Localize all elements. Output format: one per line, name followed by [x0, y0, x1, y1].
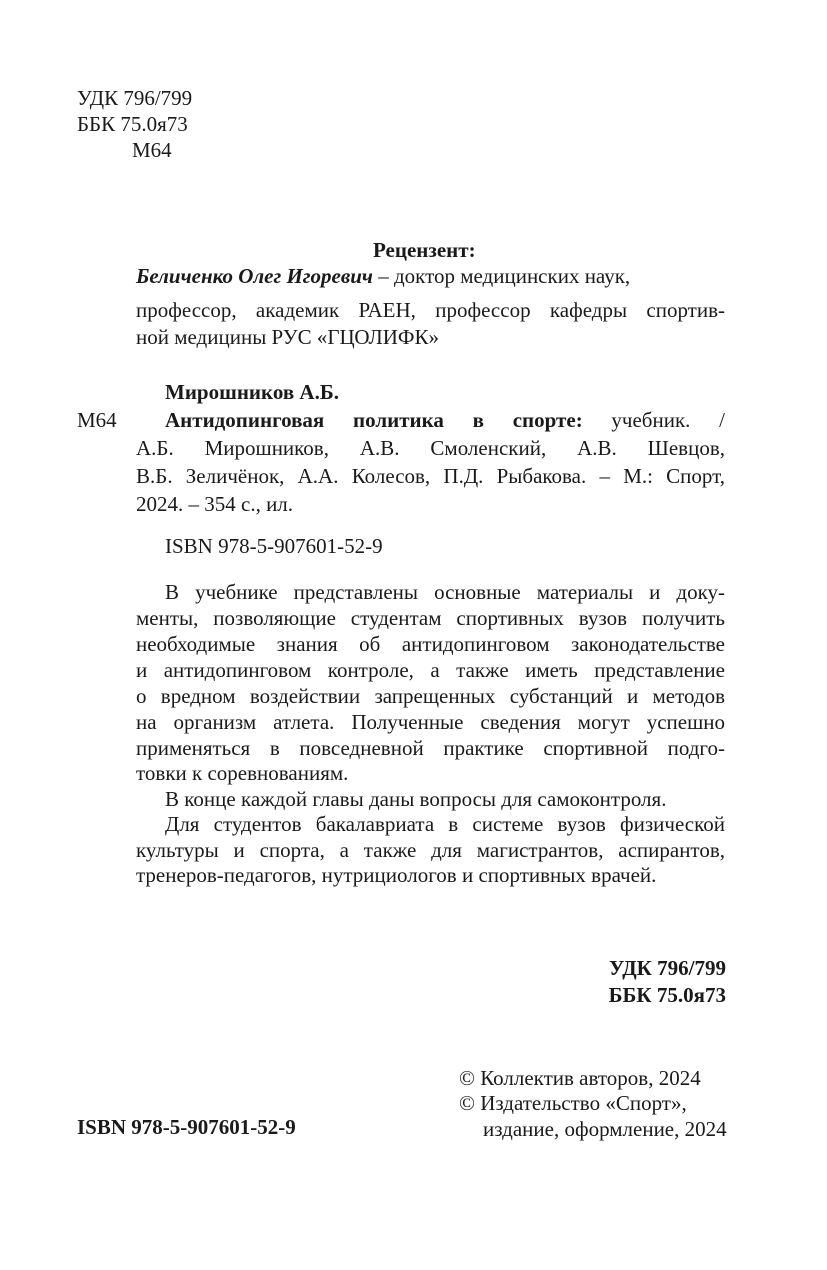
annotation-line: и антидопинговом контроле, а также иметь представление: [136, 658, 725, 682]
reviewer-name: Беличенко Олег Игоревич: [136, 264, 373, 288]
reviewer-line-1: [136, 264, 725, 289]
header-udk: УДК 796/799: [77, 86, 193, 110]
bib-author: Мирошников А.Б.: [165, 380, 339, 404]
reviewer-line-2: профессор, академик РАЕН, профессор кафедры спортив-: [136, 298, 725, 322]
bib-isbn: ISBN 978-5-907601-52-9: [165, 534, 383, 558]
bib-line-1-rest: учебник. /: [582, 408, 725, 432]
bib-line-3: В.Б. Зеличёнок, А.А. Колесов, П.Д. Рыбакова. – М.: Спорт,: [136, 464, 725, 488]
bib-title: Антидопинговая политика в спорте:: [165, 408, 583, 432]
footer-udk: УДК 796/799: [608, 956, 726, 980]
footer-bbk: ББК 75.0я73: [608, 983, 726, 1007]
annotation-line: применяться в повседневной практике спортивной подго-: [136, 736, 725, 760]
bib-line-4: 2024. – 354 с., ил.: [136, 492, 294, 516]
annotation-line: о вредном воздействии запрещенных субстанций и методов: [136, 684, 725, 708]
bib-mark: М64: [77, 408, 117, 432]
annotation-line: В конце каждой главы даны вопросы для самоконтроля.: [165, 787, 667, 811]
copyright-line-3: издание, оформление, 2024: [483, 1117, 727, 1141]
annotation-line: товки к соревнованиям.: [136, 761, 349, 785]
annotation-line: тренеров-педагогов, нутрициологов и спортивных врачей.: [136, 863, 657, 887]
annotation-line: необходимые знания об антидопинговом законодательстве: [136, 632, 725, 656]
annotation-line: на организм атлета. Полученные сведения могут успешно: [136, 710, 725, 734]
header-author-mark: М64: [132, 138, 172, 162]
bib-line-2: А.Б. Мирошников, А.В. Смоленский, А.В. Шевцов,: [136, 436, 725, 460]
bib-line-1: [165, 408, 725, 433]
reviewer-line-1-rest: – доктор медицинских наук,: [372, 264, 631, 288]
annotation-line: В учебнике представлены основные материалы и доку-: [165, 580, 725, 604]
reviewer-heading: Рецензент:: [373, 238, 476, 262]
annotation-line: Для студентов бакалавриата в системе вузов физической: [165, 812, 725, 836]
footer-isbn: ISBN 978-5-907601-52-9: [77, 1115, 296, 1139]
reviewer-line-3: ной медицины РУС «ГЦОЛИФК»: [136, 325, 439, 349]
header-bbk: ББК 75.0я73: [77, 112, 188, 136]
copyright-line-1: © Коллектив авторов, 2024: [459, 1066, 701, 1090]
annotation-line: культуры и спорта, а также для магистрантов, аспирантов,: [136, 838, 725, 862]
annotation-line: менты, позволяющие студентам спортивных вузов получить: [136, 606, 725, 630]
copyright-line-2: © Издательство «Спорт»,: [459, 1091, 687, 1115]
